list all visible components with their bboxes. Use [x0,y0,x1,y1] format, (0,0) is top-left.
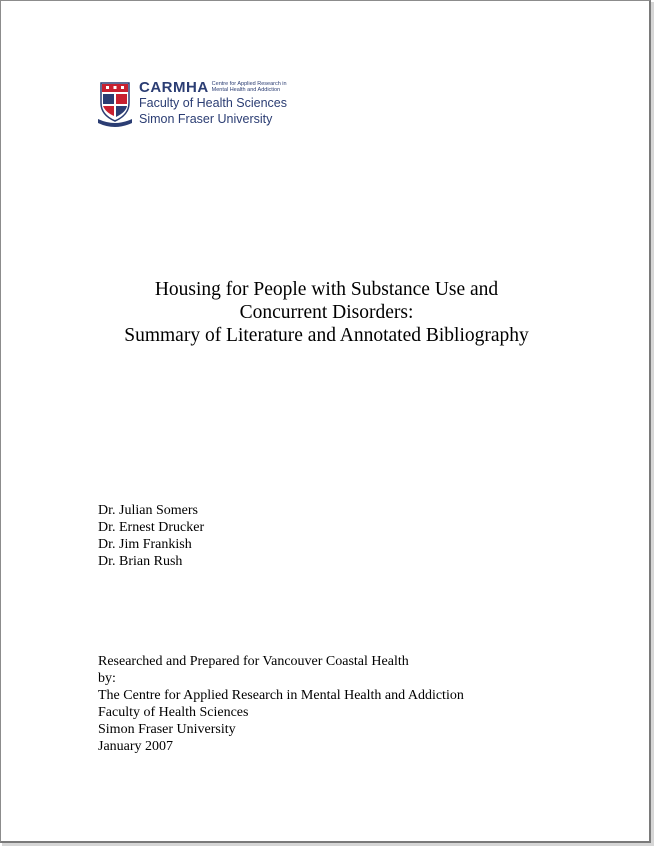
author-name: Dr. Ernest Drucker [98,520,205,535]
logo-subtitle [212,81,296,93]
prepared-line: Simon Fraser University [98,722,236,737]
prepared-line: by: [98,671,116,686]
title-line: Summary of Literature and Annotated Bibliography [124,325,529,346]
logo-subtitle-line1: Centre for Applied Research in [211,81,287,87]
sfu-crest-icon [97,79,133,129]
logo-university: Simon Fraser University [139,112,273,126]
document-title [1,278,652,347]
prepared-line: The Centre for Applied Research in Mental Health and Addiction [98,688,464,703]
carmha-logo [97,79,307,129]
prepared-line: January 2007 [98,739,174,754]
logo-acronym: CARMHA [139,79,209,96]
prepared-line: Researched and Prepared for Vancouver Coastal Health [98,654,409,669]
prepared-for-block [98,653,464,755]
logo-subtitle-line2: Mental Health and Addiction [211,87,281,93]
author-list [98,502,204,570]
author-name: Dr. Jim Frankish [98,537,192,552]
author-name: Dr. Brian Rush [98,554,183,569]
title-line: Concurrent Disorders: [239,302,414,323]
prepared-line: Faculty of Health Sciences [98,705,249,720]
author-name: Dr. Julian Somers [98,503,198,518]
title-line: Housing for People with Substance Use and [154,279,499,300]
logo-faculty: Faculty of Health Sciences [139,96,287,110]
